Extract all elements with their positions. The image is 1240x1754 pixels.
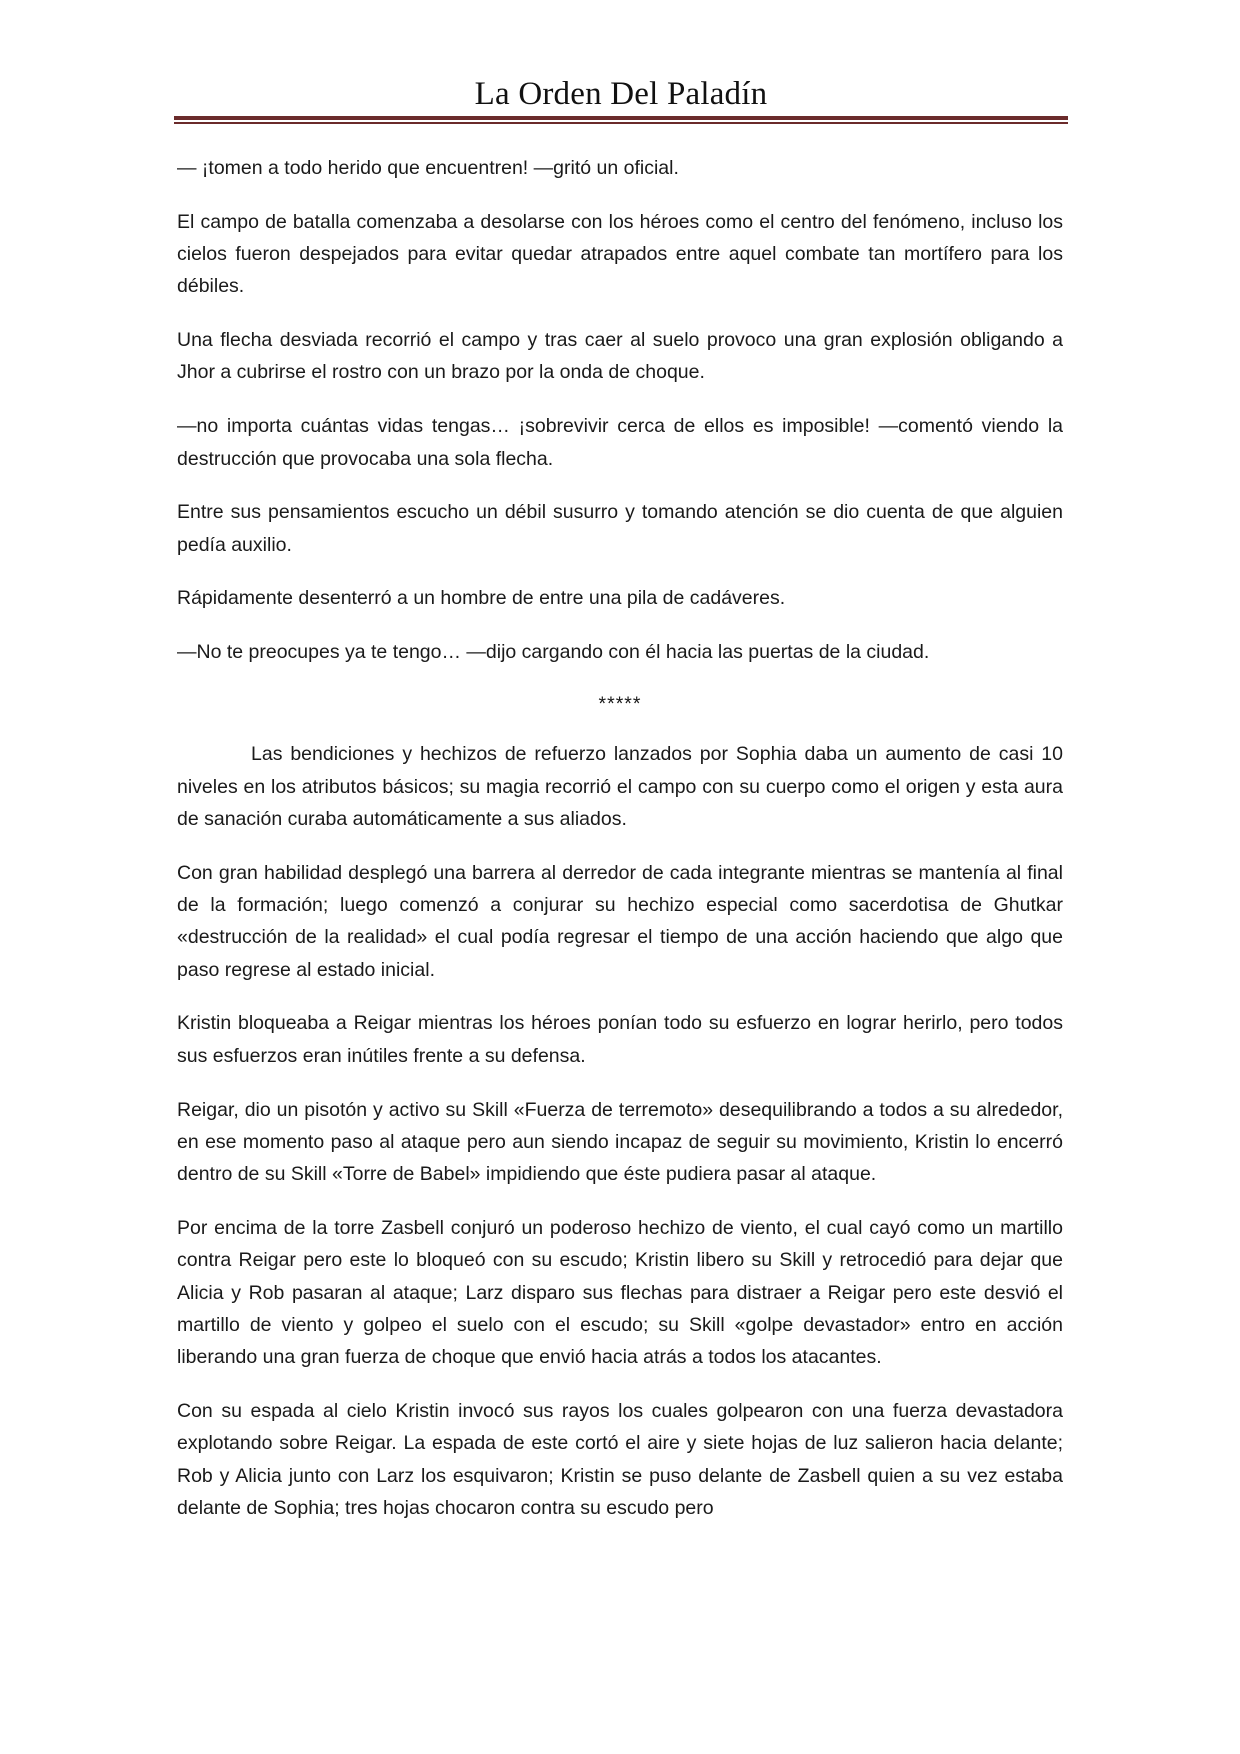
paragraph: —No te preocupes ya te tengo… —dijo cargando con él hacia las puertas de la ciudad. [177, 641, 930, 664]
paragraph: Las bendiciones y hechizos de refuerzo lanzados por Sophia daba un aumento de casi 10 niveles en los atributos básicos; su magia recorrió el campo con su cuerpo como el origen y esta aura de sanación curaba automáticamente a sus aliados. [177, 743, 1063, 830]
paragraph: —no importa cuántas vidas tengas… ¡sobrevivir cerca de ellos es imposible! —comentó viendo la destrucción que provocaba una sola flecha. [177, 415, 1063, 470]
header-divider-thick [174, 116, 1068, 120]
paragraph: — ¡tomen a todo herido que encuentren! —gritó un oficial. [177, 157, 679, 179]
paragraph: Una flecha desviada recorrió el campo y tras caer al suelo provoco una gran explosión obligando a Jhor a cubrirse el rostro con un brazo por la onda de choque. [177, 329, 1063, 384]
header-divider [174, 116, 1068, 124]
paragraph: Entre sus pensamientos escucho un débil susurro y tomando atención se dio cuenta de que alguien pedía auxilio. [177, 501, 1063, 556]
paragraph: Con su espada al cielo Kristin invocó sus rayos los cuales golpearon con una fuerza devastadora explotando sobre Reigar. La espada de este cortó el aire y siete hojas de luz salieron hacia delante; Rob y Alicia junto con Larz los esquivaron; Kristin se puso delante de Zasbell quien a su vez estaba delante de Sophia; tres hojas chocaron contra su escudo pero [177, 1399, 1063, 1519]
paragraph: Rápidamente desenterró a un hombre de entre una pila de cadáveres. [177, 587, 786, 610]
document-body [177, 152, 1063, 1546]
section-separator: ***** [598, 693, 642, 716]
header-divider-thin [174, 122, 1068, 124]
paragraph: Reigar, dio un pisotón y activo su Skill «Fuerza de terremoto» desequilibrando a todos a su alrededor, en ese momento paso al ataque pero aun siendo incapaz de seguir su movimiento, Kristin lo encerró dentro de su Skill «Torre de Babel» impidiendo que éste pudiera pasar al ataque. [177, 1098, 1063, 1186]
paragraph: El campo de batalla comenzaba a desolarse con los héroes como el centro del fenómeno, incluso los cielos fueron despejados para evitar quedar atrapados entre aquel combate tan mortífero para los débiles. [177, 210, 1063, 298]
page-header [174, 72, 1068, 116]
document-title: La Orden Del Paladín [474, 76, 768, 112]
paragraph: Con gran habilidad desplegó una barrera al derredor de cada integrante mientras se mantenía al final de la formación; luego comenzó a conjurar su hechizo especial como sacerdotisa de Ghutkar «destrucción de la realidad» el cual podía regresar el tiempo de una acción haciendo que algo que paso regrese al estado inicial. [177, 861, 1063, 981]
paragraph: Kristin bloqueaba a Reigar mientras los héroes ponían todo su esfuerzo en lograr herirlo, pero todos sus esfuerzos eran inútiles frente a su defensa. [177, 1012, 1063, 1067]
paragraph: Por encima de la torre Zasbell conjuró un poderoso hechizo de viento, el cual cayó como un martillo contra Reigar pero este lo bloqueó con su escudo; Kristin libero su Skill y retrocedió para dejar que Alicia y Rob pasaran al ataque; Larz disparo sus flechas para distraer a Reigar pero este desvió el martillo de viento y golpeo el suelo con el escudo; su Skill «golpe devastador» entro en acción liberando una gran fuerza de choque que envió hacia atrás a todos los atacantes. [177, 1216, 1063, 1369]
